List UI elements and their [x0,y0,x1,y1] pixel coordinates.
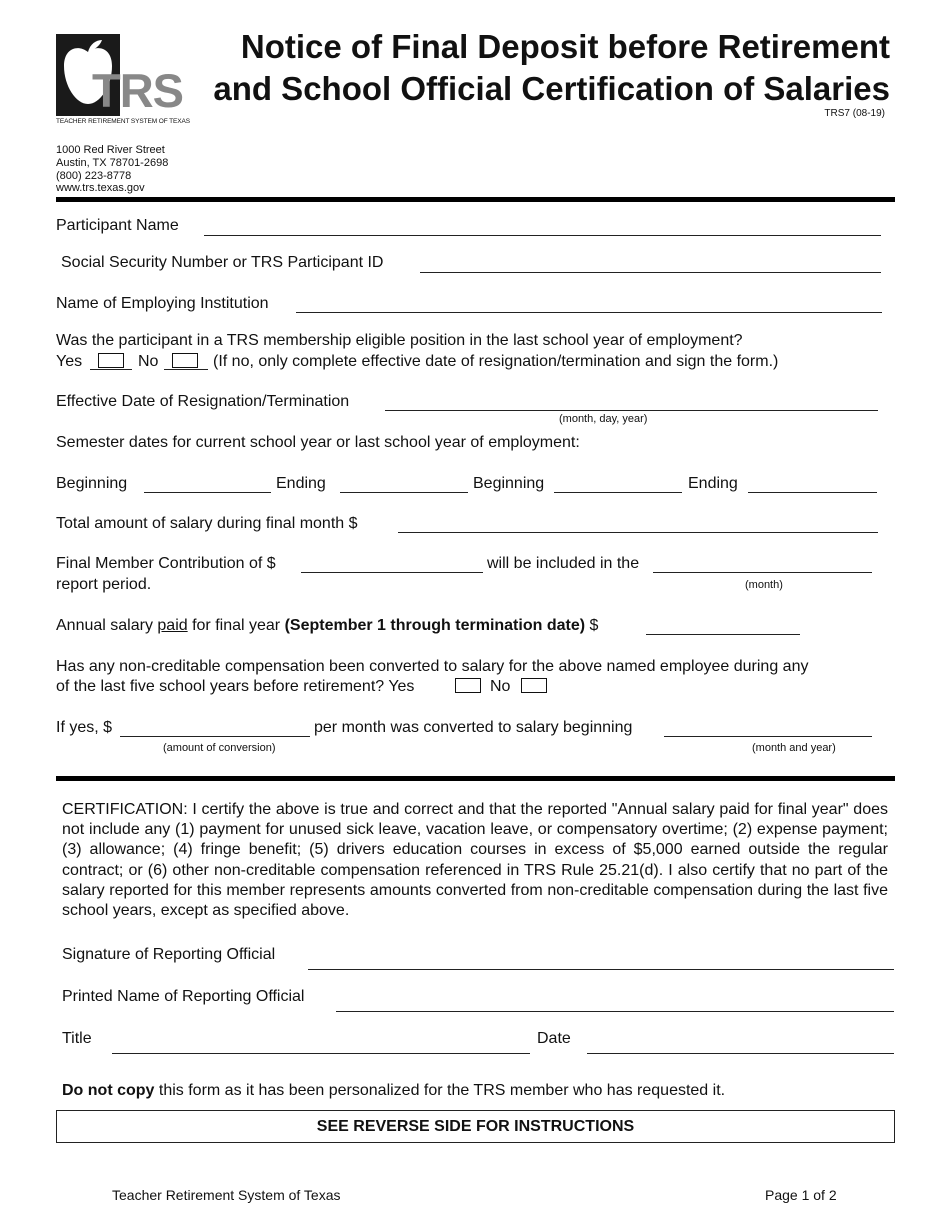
month-hint: (month) [745,579,783,591]
signature-field[interactable] [308,969,894,970]
per-month-label: per month was converted to salary beginning [314,719,633,736]
amount-hint: (amount of conversion) [163,742,276,754]
title-label: Title [62,1030,92,1047]
form-title-line1: Notice of Final Deposit before Retirement [240,28,890,65]
certification-text: CERTIFICATION: I certify the above is true and correct and that the reported "Annual salary paid for final year" does not include any (1) payment for unused sick leave, vacation leave, or compensatory overtime; (2) expense payment; (3) allowance; (4) fringe benefit; (5) drivers education courses in excess of $5,000 earned outside the regular contract; or (6) other non-creditable compensation referenced in TRS Rule 25.21(d). I also certify that no part of the salary reported for this member represents amounts converted from non-creditable compensation during the last five school years, except as specified above. [62,801,888,920]
if-yes-label: If yes, $ [56,719,113,736]
top-divider [56,197,895,202]
annual-salary-pre: Annual salary [56,617,158,634]
beginning-label-2: Beginning [473,475,545,492]
address-line-1: 1000 Red River Street [56,144,165,156]
conversion-amount-field[interactable] [120,736,310,737]
footer-page: Page 1 of 2 [765,1187,837,1203]
address-line-3: (800) 223-8778 [56,170,132,182]
do-not-copy-notice [62,1082,725,1100]
middle-divider [56,776,895,781]
noncreditable-question-line2: of the last five school years before retirement? Yes [56,678,415,695]
annual-salary-field[interactable] [646,634,800,635]
final-contribution-field[interactable] [301,572,483,573]
beginning-field-1[interactable] [144,492,271,493]
eligible-no-line [164,369,208,370]
total-salary-label: Total amount of salary during final month $ [56,515,358,532]
noncreditable-no-checkbox[interactable] [521,678,547,693]
eligible-yes-checkbox[interactable] [98,353,124,368]
printed-name-label: Printed Name of Reporting Official [62,988,305,1005]
ssn-label: Social Security Number or TRS Participant ID [61,254,384,271]
signature-label: Signature of Reporting Official [62,946,276,963]
do-not-copy-rest: this form as it has been personalized for the TRS member who has requested it. [154,1082,726,1099]
trs-logo [56,34,190,126]
eligible-note: (If no, only complete effective date of resignation/termination and sign the form.) [213,353,779,370]
eligible-yes-label: Yes [56,353,83,370]
month-year-hint: (month and year) [752,742,836,754]
noncreditable-no-label: No [490,678,511,695]
logo-caption: TEACHER RETIREMENT SYSTEM OF TEXAS [56,118,190,125]
noncreditable-yes-checkbox[interactable] [455,678,481,693]
eligible-no-label: No [138,353,159,370]
semester-dates-label: Semester dates for current school year or last school year of employment: [56,434,580,451]
ending-label-2: Ending [688,475,738,492]
noncreditable-question-line1: Has any non-creditable compensation been converted to salary for the above named employee during any [56,658,809,675]
total-salary-field[interactable] [398,532,878,533]
employing-institution-label: Name of Employing Institution [56,295,269,312]
form-title-line2: and School Official Certification of Salaries [213,70,890,107]
beginning-label-1: Beginning [56,475,128,492]
eligible-question: Was the participant in a TRS membership eligible position in the last school year of employment? [56,332,743,349]
annual-salary-dollar: $ [585,617,599,634]
annual-salary-bold: (September 1 through termination date) [284,617,586,634]
report-period-label: report period. [56,576,152,593]
ending-label-1: Ending [276,475,326,492]
title-field[interactable] [112,1053,530,1054]
effective-date-field[interactable] [385,410,878,411]
participant-name-field[interactable] [204,235,881,236]
beginning-field-2[interactable] [554,492,682,493]
printed-name-field[interactable] [336,1011,894,1012]
final-contribution-label: Final Member Contribution of $ [56,555,276,572]
will-be-included-label: will be included in the [487,555,640,572]
effective-date-label: Effective Date of Resignation/Termination [56,393,350,410]
eligible-yes-line [90,369,132,370]
do-not-copy-bold: Do not copy [62,1082,155,1099]
effective-date-hint: (month, day, year) [559,413,648,425]
form-code: TRS7 (08-19) [824,108,885,119]
see-reverse-box: SEE REVERSE SIDE FOR INSTRUCTIONS [56,1110,895,1143]
annual-salary-paid: paid [157,617,188,634]
address-line-4: www.trs.texas.gov [56,182,145,194]
participant-name-label: Participant Name [56,217,179,234]
logo-text: TRS [92,64,183,117]
address-line-2: Austin, TX 78701-2698 [56,157,169,169]
date-field[interactable] [587,1053,894,1054]
ending-field-2[interactable] [748,492,877,493]
conversion-month-field[interactable] [664,736,872,737]
annual-salary-label [56,617,598,635]
footer-org: Teacher Retirement System of Texas [112,1187,341,1203]
ending-field-1[interactable] [340,492,468,493]
date-label: Date [537,1030,571,1047]
annual-salary-post: for final year [187,617,285,634]
ssn-field[interactable] [420,272,881,273]
employing-institution-field[interactable] [296,312,882,313]
report-month-field[interactable] [653,572,872,573]
eligible-no-checkbox[interactable] [172,353,198,368]
